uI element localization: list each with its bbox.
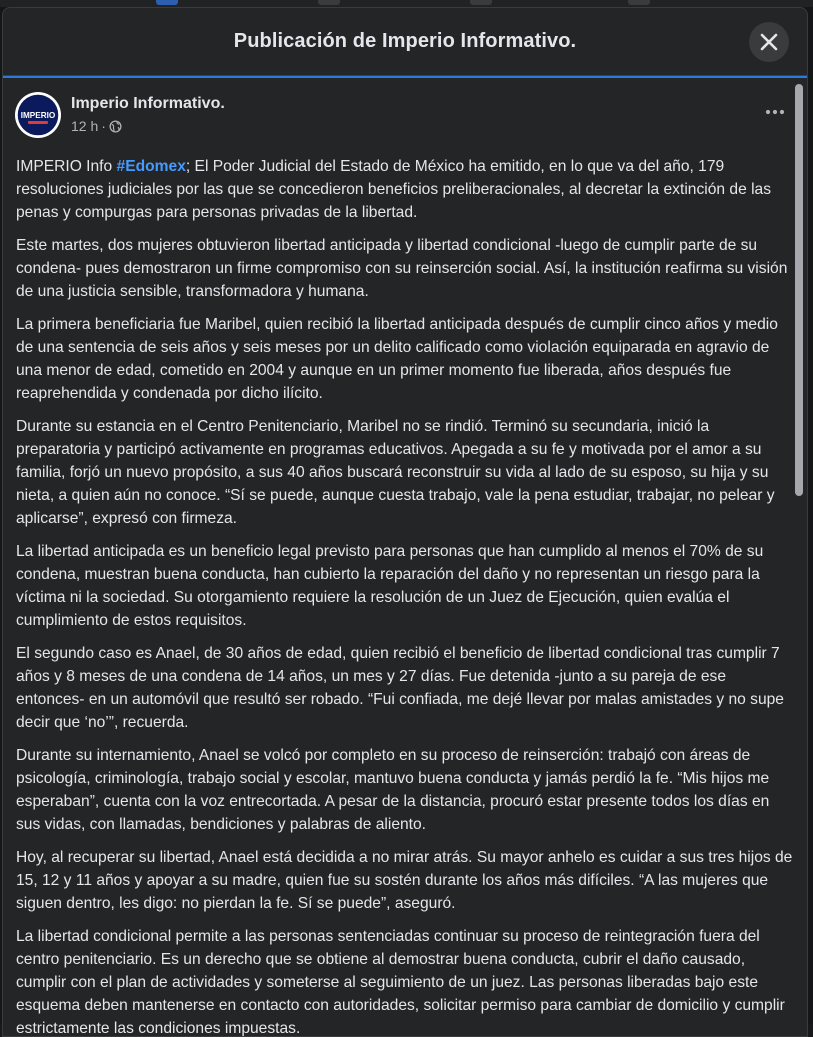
post-paragraph: La libertad condicional permite a las personas sentenciadas continuar su proceso de reintegración fuera del centro penitenciario. Es un derecho que se obtiene al demostrar buena conducta, cubrir el daño causado, cumplir con el plan de actividades y someterse al seguimiento de un juez. Las personas liberadas bajo este esquema deben mantenerse en contacto con autoridades, solicitar permiso para cambiar de domicilio y cumplir estrictamente las condiciones impuestas. xyxy=(16,928,785,1036)
scrollbar-thumb[interactable] xyxy=(795,84,803,496)
post-paragraph: Durante su internamiento, Anael se volcó por completo en su proceso de reinserción: trabajó con áreas de psicología, criminología, trabajo social y escolar, mantuvo buena conducta y jamás perdió la fe. “Mis hijos me esperaban”, cuenta con la voz entrecortada. A pesar de la distancia, procuró estar presente todos los días en sus vidas, con llamadas, bendiciones y palabras de aliento. xyxy=(16,747,770,833)
dialog-header xyxy=(3,8,807,76)
more-options-icon xyxy=(765,109,785,115)
post-meta xyxy=(71,118,122,134)
post-paragraph-intro xyxy=(16,155,793,224)
dialog-title: Publicación de Imperio Informativo. xyxy=(233,30,577,52)
post-paragraph: Hoy, al recuperar su libertad, Anael está decidida a no mirar atrás. Su mayor anhelo es cuidar a sus tres hijos de 15, 12 y 11 años y apoyar a su madre, quien fue su sostén durante los años más difíciles. “A las mujeres que siguen dentro, les digo: no pierdan la fe. Sí se puede”, aseguró. xyxy=(16,849,793,912)
avatar[interactable] xyxy=(15,92,61,138)
post-dialog xyxy=(2,7,808,1037)
post-paragraph: La primera beneficiaria fue Maribel, quien recibió la libertad anticipada después de cumplir cinco años y medio de una sentencia de seis años y seis meses por un delito calificado como violación equiparada en agravio de una menor de edad, cometido en 2004 y aunque en un primer momento fue liberada, años después fue reaprehendida y condenada por dicho ilícito. xyxy=(16,316,778,402)
globe-icon xyxy=(109,120,122,133)
post-timestamp[interactable]: 12 h xyxy=(71,118,99,134)
close-icon xyxy=(760,33,778,51)
author-name[interactable]: Imperio Informativo. xyxy=(71,95,225,112)
intro-text: ; El Poder Judicial del Estado de México ha emitido, en lo que va del año, 179 resoluciones judiciales por las que se concedieron beneficios preliberacionales, al decretar la extinción de las penas y compurgas para personas privadas de la libertad. xyxy=(16,158,772,221)
hashtag-link[interactable]: #Edomex xyxy=(116,158,186,175)
meta-separator: · xyxy=(101,118,106,134)
post-body xyxy=(16,155,793,1036)
background-toolbar-strip xyxy=(0,0,813,7)
scrollbar[interactable] xyxy=(793,80,803,1036)
post-paragraph: Este martes, dos mujeres obtuvieron libertad anticipada y libertad condicional -luego de cumplir parte de su condena- pues demostraron un firme compromiso con su reinserción social. Así, la institución reafirma su visión de una justicia sensible, transformadora y humana. xyxy=(16,237,788,300)
post-paragraph: Durante su estancia en el Centro Penitenciario, Maribel no se rindió. Terminó su secundaria, inició la preparatoria y participó activamente en programas educativos. Apegada a su fe y motivada por el amor a su familia, forjó un nuevo propósito, a sus 40 años buscará reconstruir su vida al lado de su esposo, su hija y su nieta, a quien aún no conoce. “Sí se puede, aunque cuesta trabajo, vale la pena estudiar, trabajar, no pelear y aplicarse”, expresó con firmeza. xyxy=(16,418,775,527)
more-options-button[interactable] xyxy=(761,102,789,122)
avatar-logo-text: IMPERIO xyxy=(20,111,56,120)
intro-prefix: IMPERIO Info xyxy=(16,158,117,175)
post-paragraph: La libertad anticipada es un beneficio legal previsto para personas que han cumplido al menos el 70% de su condena, muestran buena conducta, han cubierto la reparación del daño y no representan un riesgo para la víctima ni la sociedad. Su otorgamiento requiere la resolución de un Juez de Ejecución, quien evalúa el cumplimiento de estos requisitos. xyxy=(16,543,764,629)
post-content xyxy=(3,78,793,1036)
post-paragraph: El segundo caso es Anael, de 30 años de edad, quien recibió el beneficio de libertad condicional tras cumplir 7 años y 8 meses de una condena de 14 años, un mes y 27 días. Fue detenida -junto a su pareja de ese entonces- en un automóvil que resultó ser robado. “Fui confiada, me dejé llevar por malas amistades y no supe decir que ‘no’”, recuerda. xyxy=(16,645,784,731)
imperio-logo-icon xyxy=(15,92,61,138)
close-button[interactable] xyxy=(749,22,789,62)
